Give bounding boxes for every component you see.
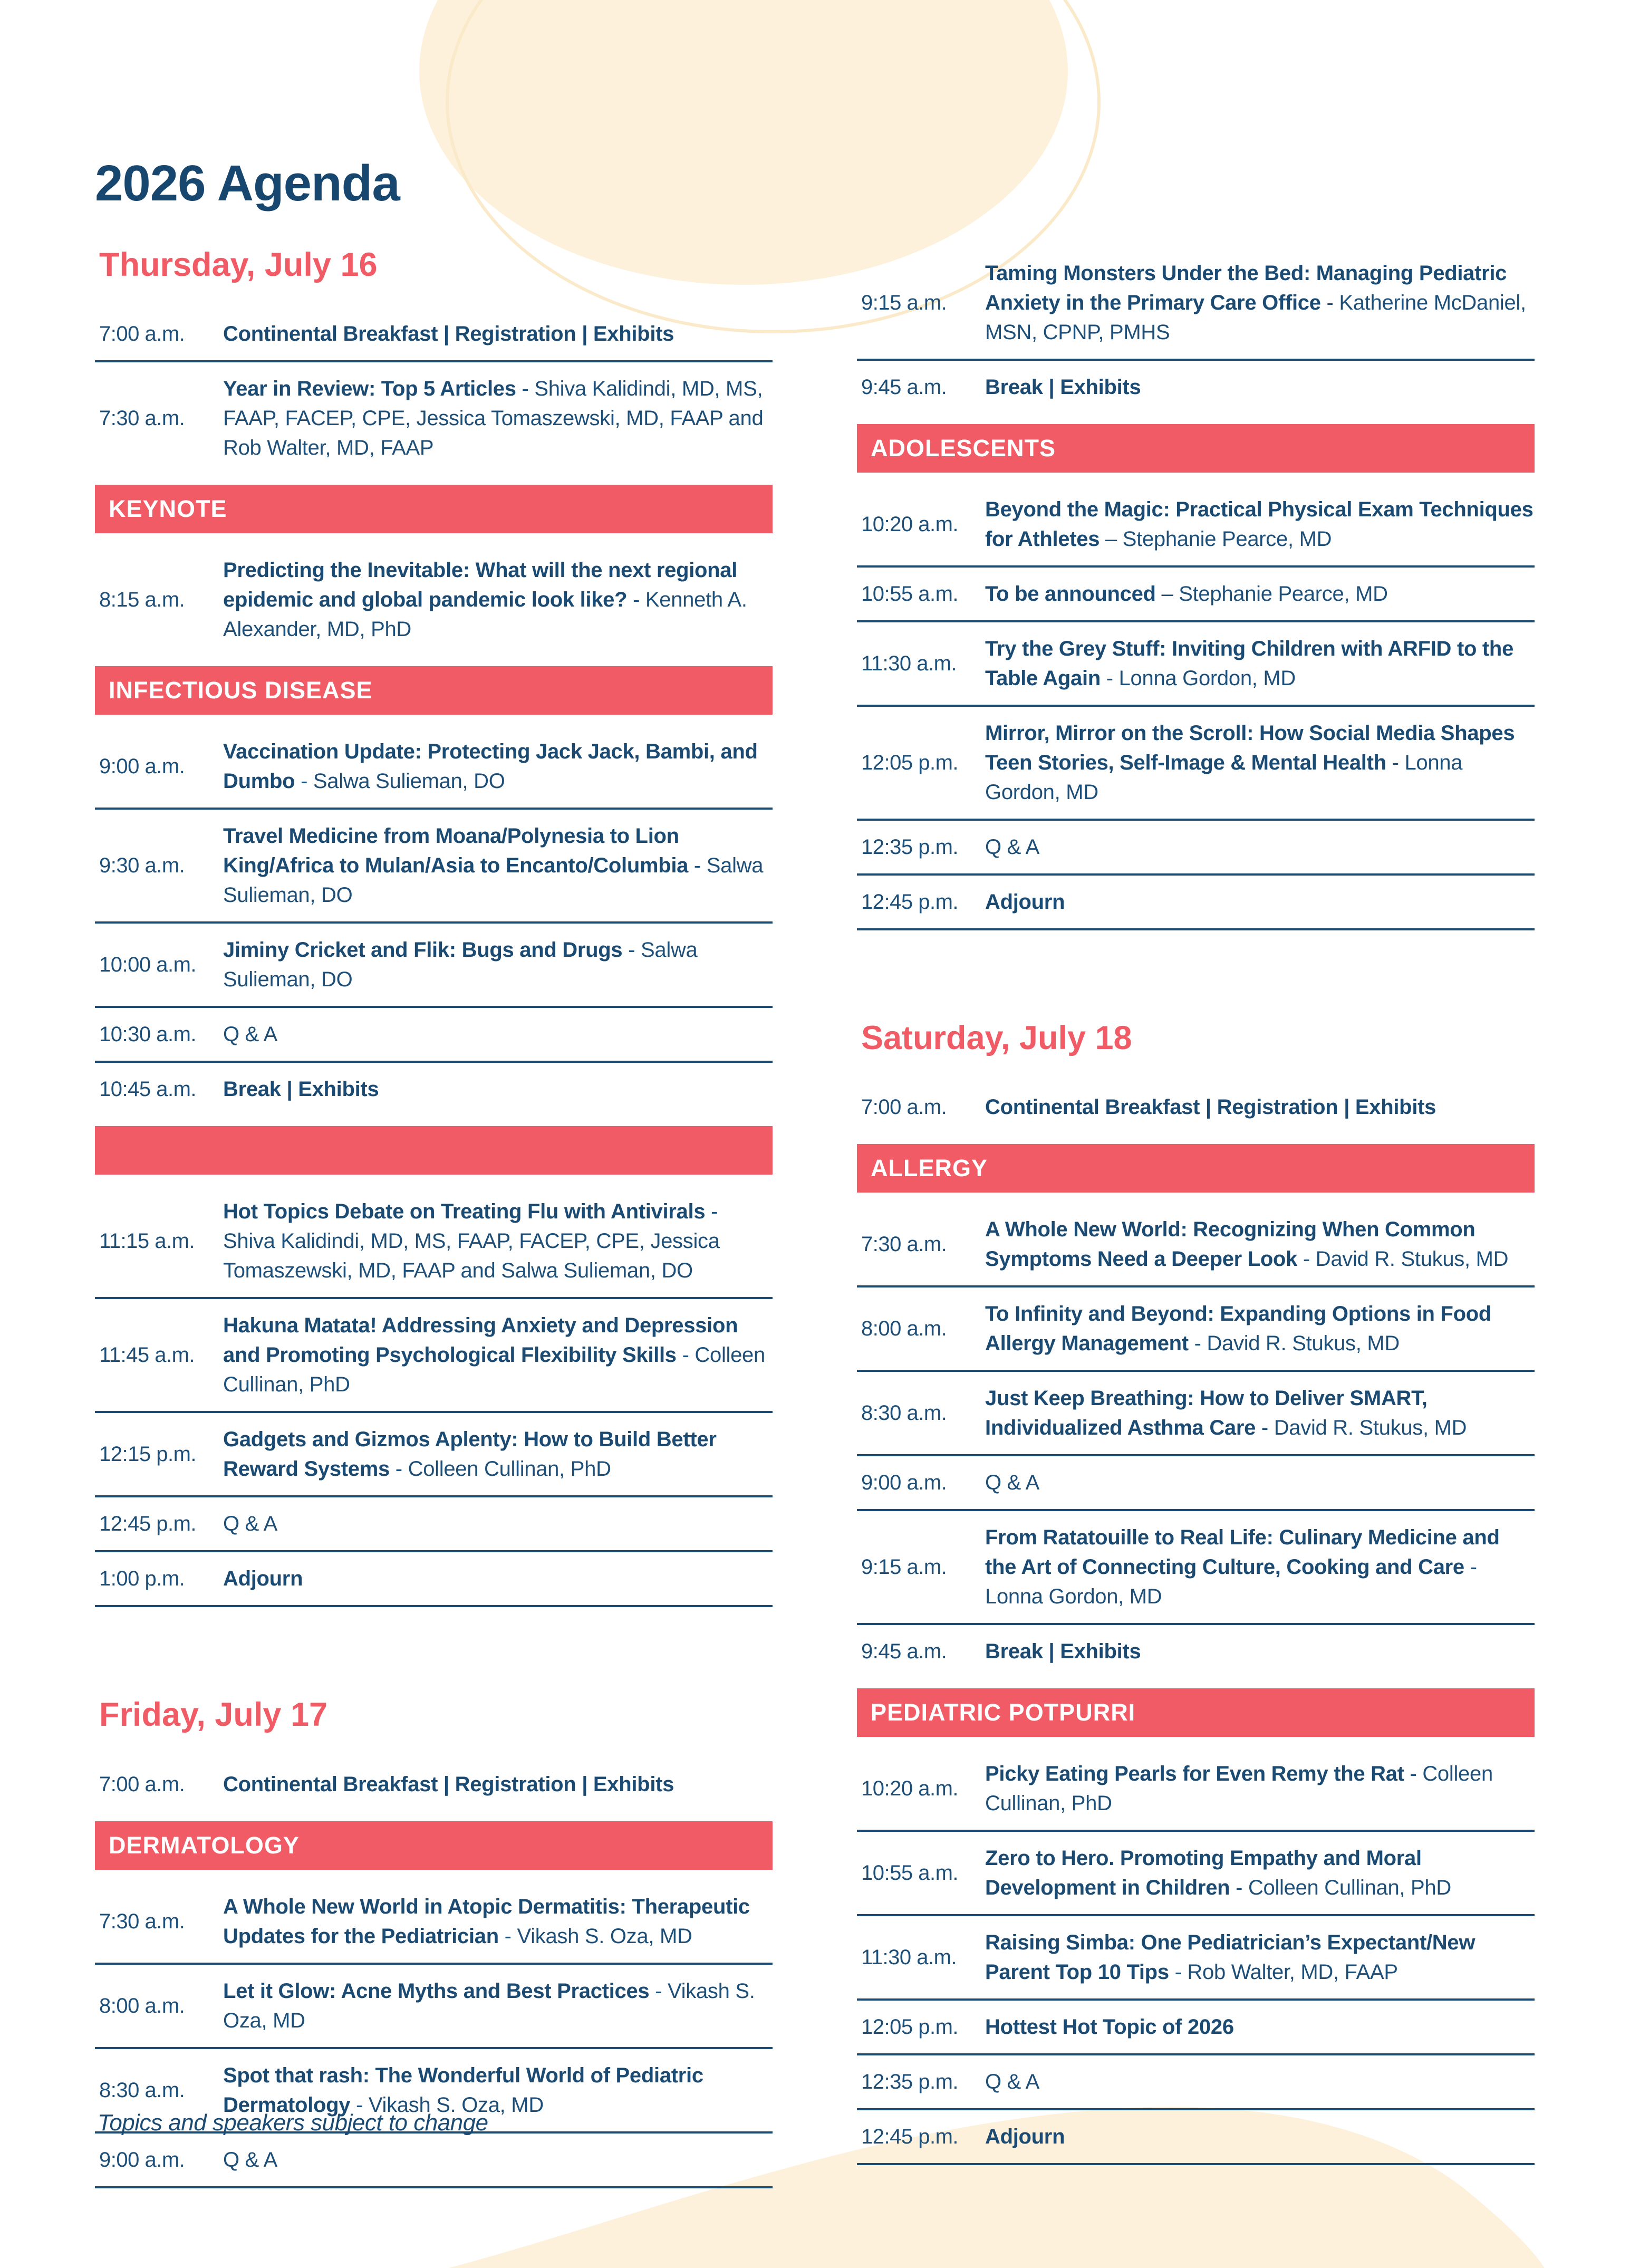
session-description <box>985 2122 1535 2151</box>
session-description: Predicting the Inevitable: What will the next regional epidemic and global pandemic look like? - Kenneth A. Alexander, MD, PhD <box>223 559 747 641</box>
session-description: Spot that rash: The Wonderful World of Pediatric Dermatology - Vikash S. Oza, MD <box>223 2063 703 2117</box>
session-speaker: Vikash S. Oza, MD <box>517 1924 692 1948</box>
section-header: DERMATOLOGY <box>95 1821 773 1870</box>
day-block <box>857 247 1535 930</box>
day-block <box>95 247 773 1607</box>
row-time: 8:00 a.m. <box>99 1994 185 2017</box>
session-description: Taming Monsters Under the Bed: Managing Pediatric Anxiety in the Primary Care Office - Katherine McDaniel, MSN, CPNP, PMHS <box>985 262 1526 344</box>
row-time: 10:30 a.m. <box>99 1023 197 1046</box>
session-title: Beyond the Magic: Practical Physical Exam Techniques for Athletes <box>985 498 1533 551</box>
session-speaker: David R. Stukus, MD <box>1207 1332 1400 1356</box>
agenda-row <box>95 1185 773 1299</box>
session-speaker: Colleen Cullinan, PhD <box>223 1343 765 1397</box>
session-title: Hot Topics Debate on Treating Flu with Antivirals <box>223 1200 706 1224</box>
agenda-row <box>95 1552 773 1607</box>
row-time: 10:20 a.m. <box>861 1777 959 1801</box>
row-time: 7:00 a.m. <box>99 322 185 346</box>
session-speaker: Kenneth A. Alexander, MD, PhD <box>223 588 747 641</box>
session-title: Raising Simba: One Pediatrician’s Expectant/New Parent Top 10 Tips <box>985 1931 1475 1984</box>
session-title: Vaccination Update: Protecting Jack Jack, Bambi, and Dumbo <box>223 740 758 793</box>
session-title: Q & A <box>985 2070 1039 2094</box>
row-time: 7:00 a.m. <box>99 1772 185 1796</box>
agenda-row <box>857 1456 1535 1511</box>
session-description: From Ratatouille to Real Life: Culinary Medicine and the Art of Connecting Culture, Cooking and Care - Lonna Gordon, MD <box>985 1526 1500 1609</box>
agenda-row <box>95 810 773 924</box>
session-description: Picky Eating Pearls for Even Remy the Rat - Colleen Cullinan, PhD <box>985 1762 1493 1815</box>
session-description: Beyond the Magic: Practical Physical Exam Techniques for Athletes – Stephanie Pearce, MD <box>985 498 1533 551</box>
agenda-row <box>857 876 1535 930</box>
session-speaker: Vikash S. Oza, MD <box>223 1979 755 2032</box>
session-title: Q & A <box>985 835 1039 859</box>
session-description <box>223 2145 773 2175</box>
day-block <box>857 1020 1535 2165</box>
agenda-row <box>95 1497 773 1552</box>
row-time: 10:20 a.m. <box>861 513 959 536</box>
agenda-row <box>95 1299 773 1413</box>
row-time: 11:15 a.m. <box>99 1229 195 1253</box>
agenda-row <box>95 362 773 474</box>
session-title: From Ratatouille to Real Life: Culinary Medicine and the Art of Connecting Culture, Cooking and Care <box>985 1526 1500 1579</box>
session-description <box>985 2012 1535 2042</box>
session-description: Hakuna Matata! Addressing Anxiety and Depression and Promoting Psychological Flexibility Skills - Colleen Cullinan, PhD <box>223 1314 765 1397</box>
page-title: 2026 Agenda <box>95 155 400 212</box>
agenda-row <box>857 1287 1535 1372</box>
agenda-row <box>95 307 773 362</box>
session-title: A Whole New World: Recognizing When Common Symptoms Need a Deeper Look <box>985 1218 1475 1271</box>
agenda-row <box>857 1081 1535 1133</box>
session-title: Q & A <box>223 1023 277 1046</box>
row-time: 7:30 a.m. <box>99 1909 185 1933</box>
row-time: 8:30 a.m. <box>99 2078 185 2102</box>
row-time: 9:45 a.m. <box>861 1640 947 1664</box>
session-speaker: Stephanie Pearce, MD <box>1179 582 1388 606</box>
agenda-row <box>95 1063 773 1116</box>
session-speaker: Colleen Cullinan, PhD <box>408 1457 611 1481</box>
session-description <box>985 2067 1535 2097</box>
agenda-row <box>95 2134 773 2188</box>
session-description: A Whole New World: Recognizing When Common Symptoms Need a Deeper Look - David R. Stukus, MD <box>985 1218 1509 1271</box>
agenda-row <box>95 1413 773 1497</box>
footnote: Topics and speakers subject to change <box>98 2110 488 2136</box>
session-speaker: Lonna Gordon, MD <box>985 1585 1162 1609</box>
agenda-row <box>857 1747 1535 1832</box>
session-description: Travel Medicine from Moana/Polynesia to Lion King/Africa to Mulan/Asia to Encanto/Columbia - Salwa Sulieman, DO <box>223 824 764 907</box>
row-time: 11:30 a.m. <box>861 652 957 675</box>
row-time: 1:00 p.m. <box>99 1567 185 1591</box>
row-time: 12:15 p.m. <box>99 1443 197 1466</box>
session-speaker: Salwa Sulieman, DO <box>223 938 698 992</box>
session-speaker: Katherine McDaniel, MSN, CPNP, PMHS <box>985 291 1526 344</box>
session-title: Mirror, Mirror on the Scroll: How Social Media Shapes Teen Stories, Self-Image & Mental Health <box>985 722 1515 774</box>
row-time: 10:55 a.m. <box>861 582 959 606</box>
agenda-row <box>857 1916 1535 2001</box>
row-time: 12:45 p.m. <box>861 890 959 914</box>
session-description <box>985 372 1535 402</box>
row-time: 7:00 a.m. <box>861 1095 947 1119</box>
session-title: Hakuna Matata! Addressing Anxiety and Depression and Promoting Psychological Flexibility Skills <box>223 1314 738 1367</box>
session-description <box>985 887 1535 917</box>
agenda-row <box>857 483 1535 568</box>
agenda-row <box>95 544 773 656</box>
session-title: Zero to Hero. Promoting Empathy and Moral Development in Children <box>985 1847 1422 1900</box>
session-description: Zero to Hero. Promoting Empathy and Moral Development in Children - Colleen Cullinan, PhD <box>985 1847 1451 1900</box>
session-title: Q & A <box>985 1471 1039 1495</box>
section-header: INFECTIOUS DISEASE <box>95 666 773 715</box>
agenda-row <box>857 247 1535 361</box>
session-description <box>223 1020 773 1049</box>
section-header-empty <box>95 1126 773 1175</box>
row-time: 12:05 p.m. <box>861 2015 959 2039</box>
session-title: Adjourn <box>985 890 1065 914</box>
row-time: 8:15 a.m. <box>99 588 185 612</box>
session-title: Predicting the Inevitable: What will the next regional epidemic and global pandemic look like? <box>223 559 738 612</box>
session-description: Let it Glow: Acne Myths and Best Practices - Vikash S. Oza, MD <box>223 1979 755 2032</box>
row-time: 11:45 a.m. <box>99 1343 195 1367</box>
row-time: 9:30 a.m. <box>99 854 185 878</box>
session-speaker: Vikash S. Oza, MD <box>368 2093 544 2117</box>
session-title: Q & A <box>223 1512 277 1536</box>
day-header: Saturday, July 18 <box>861 1020 1132 1056</box>
session-speaker: Salwa Sulieman, DO <box>223 854 764 907</box>
session-description: Mirror, Mirror on the Scroll: How Social Media Shapes Teen Stories, Self-Image & Mental Health - Lonna Gordon, MD <box>985 722 1515 804</box>
right-column <box>857 247 1535 2165</box>
agenda-row <box>857 568 1535 622</box>
session-title: Continental Breakfast | Registration | Exhibits <box>985 1095 1436 1119</box>
session-title: Jiminy Cricket and Flik: Bugs and Drugs <box>223 938 623 962</box>
row-time: 9:15 a.m. <box>861 1555 947 1579</box>
agenda-row <box>857 1832 1535 1916</box>
row-time: 12:45 p.m. <box>99 1512 197 1536</box>
session-description: To be announced – Stephanie Pearce, MD <box>985 582 1388 606</box>
row-time: 7:30 a.m. <box>861 1233 947 1256</box>
agenda-row <box>857 1203 1535 1287</box>
session-title: Continental Breakfast | Registration | Exhibits <box>223 1772 674 1796</box>
session-title: Break | Exhibits <box>985 1640 1141 1664</box>
session-speaker: Shiva Kalidindi, MD, MS, FAAP, FACEP, CPE, Jessica Tomaszewski, MD, FAAP and Salwa Sulieman, DO <box>223 1229 720 1283</box>
session-description: Hot Topics Debate on Treating Flu with Antivirals - Shiva Kalidindi, MD, MS, FAAP, FACEP, CPE, Jessica Tomaszewski, MD, FAAP and Salwa Sulieman, DO <box>223 1200 720 1283</box>
row-time: 9:00 a.m. <box>99 755 185 779</box>
session-description: To Infinity and Beyond: Expanding Options in Food Allergy Management - David R. Stukus, MD <box>985 1302 1492 1356</box>
agenda-row <box>857 707 1535 821</box>
session-title: Spot that rash: The Wonderful World of Pediatric Dermatology <box>223 2063 703 2117</box>
row-time: 9:00 a.m. <box>861 1471 947 1495</box>
session-speaker: Colleen Cullinan, PhD <box>985 1762 1493 1815</box>
row-time: 9:15 a.m. <box>861 291 947 314</box>
row-time: 8:30 a.m. <box>861 1401 947 1425</box>
session-description: A Whole New World in Atopic Dermatitis: Therapeutic Updates for the Pediatrician - Vikash S. Oza, MD <box>223 1895 750 1948</box>
session-description: Raising Simba: One Pediatrician’s Expectant/New Parent Top 10 Tips - Rob Walter, MD, FAAP <box>985 1931 1475 1984</box>
session-title: Taming Monsters Under the Bed: Managing Pediatric Anxiety in the Primary Care Office <box>985 262 1507 314</box>
agenda-row <box>95 924 773 1008</box>
session-description <box>223 319 773 349</box>
agenda-row <box>95 725 773 810</box>
agenda-row <box>95 1965 773 2049</box>
session-description <box>985 1468 1535 1497</box>
agenda-row <box>95 1008 773 1063</box>
agenda-row <box>857 2001 1535 2055</box>
row-time: 8:00 a.m. <box>861 1317 947 1341</box>
session-description: Try the Grey Stuff: Inviting Children with ARFID to the Table Again - Lonna Gordon, MD <box>985 637 1514 690</box>
session-description <box>985 832 1535 862</box>
session-description <box>985 1637 1535 1666</box>
session-title: A Whole New World in Atopic Dermatitis: Therapeutic Updates for the Pediatrician <box>223 1895 750 1948</box>
session-title: Hottest Hot Topic of 2026 <box>985 2015 1234 2039</box>
row-time: 7:30 a.m. <box>99 407 185 430</box>
session-description <box>223 1074 773 1104</box>
agenda-row <box>857 1625 1535 1678</box>
session-speaker: David R. Stukus, MD <box>1315 1247 1509 1271</box>
session-speaker: Shiva Kalidindi, MD, MS, FAAP, FACEP, CPE, Jessica Tomaszewski, MD, FAAP and Rob Walter, MD, FAAP <box>223 377 764 460</box>
session-speaker: Colleen Cullinan, PhD <box>1248 1876 1451 1900</box>
row-time: 10:55 a.m. <box>861 1861 959 1885</box>
row-time: 9:45 a.m. <box>861 376 947 399</box>
agenda-row <box>857 1372 1535 1456</box>
session-description: Year in Review: Top 5 Articles - Shiva Kalidindi, MD, MS, FAAP, FACEP, CPE, Jessica Tomaszewski, MD, FAAP and Rob Walter, MD, FAAP <box>223 377 764 460</box>
session-speaker: Stephanie Pearce, MD <box>1122 527 1332 551</box>
session-description <box>223 1564 773 1593</box>
agenda-row <box>857 361 1535 414</box>
row-time: 10:00 a.m. <box>99 953 197 977</box>
section-header: ADOLESCENTS <box>857 424 1535 473</box>
agenda-row <box>95 1758 773 1811</box>
agenda-row <box>857 1511 1535 1625</box>
session-title: Q & A <box>223 2148 277 2171</box>
row-time: 12:35 p.m. <box>861 835 959 859</box>
session-description <box>985 1092 1535 1122</box>
session-speaker: Rob Walter, MD, FAAP <box>1187 1961 1398 1984</box>
row-time: 10:45 a.m. <box>99 1078 197 1101</box>
day-header: Thursday, July 16 <box>99 246 378 283</box>
agenda-row <box>857 821 1535 876</box>
row-time: 12:45 p.m. <box>861 2125 959 2149</box>
day-header: Friday, July 17 <box>99 1696 328 1734</box>
section-header: PEDIATRIC POTPURRI <box>857 1688 1535 1737</box>
session-speaker: Lonna Gordon, MD <box>1118 667 1296 690</box>
session-title: Just Keep Breathing: How to Deliver SMART, Individualized Asthma Care <box>985 1387 1428 1440</box>
session-title: Travel Medicine from Moana/Polynesia to Lion King/Africa to Mulan/Asia to Encanto/Columbia <box>223 824 689 878</box>
section-header: KEYNOTE <box>95 485 773 533</box>
session-title: Break | Exhibits <box>223 1078 379 1101</box>
session-title: Let it Glow: Acne Myths and Best Practices <box>223 1979 650 2003</box>
agenda-row <box>857 2055 1535 2110</box>
agenda-row <box>95 1880 773 1965</box>
session-title: Continental Breakfast | Registration | Exhibits <box>223 322 674 346</box>
session-title: Picky Eating Pearls for Even Remy the Rat <box>985 1762 1404 1786</box>
row-time: 12:35 p.m. <box>861 2070 959 2094</box>
session-title: Try the Grey Stuff: Inviting Children with ARFID to the Table Again <box>985 637 1514 690</box>
agenda-page <box>0 155 1630 2188</box>
session-description: Gadgets and Gizmos Aplenty: How to Build Better Reward Systems - Colleen Cullinan, PhD <box>223 1428 717 1481</box>
session-description: Just Keep Breathing: How to Deliver SMART, Individualized Asthma Care - David R. Stukus, MD <box>985 1387 1467 1440</box>
session-description <box>223 1509 773 1539</box>
session-title: Year in Review: Top 5 Articles <box>223 377 516 401</box>
session-title: Break | Exhibits <box>985 376 1141 399</box>
agenda-row <box>857 622 1535 707</box>
session-speaker: David R. Stukus, MD <box>1274 1416 1467 1440</box>
session-description: Jiminy Cricket and Flik: Bugs and Drugs - Salwa Sulieman, DO <box>223 938 698 992</box>
row-time: 12:05 p.m. <box>861 751 959 774</box>
row-time: 9:00 a.m. <box>99 2148 185 2171</box>
session-description: Vaccination Update: Protecting Jack Jack, Bambi, and Dumbo - Salwa Sulieman, DO <box>223 740 758 793</box>
session-title: Adjourn <box>985 2125 1065 2149</box>
agenda-columns <box>95 247 1546 2188</box>
session-title: To be announced <box>985 582 1162 606</box>
session-title: Gadgets and Gizmos Aplenty: How to Build Better Reward Systems <box>223 1428 717 1481</box>
section-header: ALLERGY <box>857 1144 1535 1193</box>
session-title: Adjourn <box>223 1567 303 1591</box>
row-time: 11:30 a.m. <box>861 1946 957 1969</box>
left-column <box>95 247 773 2188</box>
session-speaker: Salwa Sulieman, DO <box>313 770 505 793</box>
agenda-row <box>857 2110 1535 2165</box>
session-speaker: Lonna Gordon, MD <box>985 751 1463 804</box>
session-description <box>223 1770 773 1799</box>
session-title: To Infinity and Beyond: Expanding Options in Food Allergy Management <box>985 1302 1492 1356</box>
